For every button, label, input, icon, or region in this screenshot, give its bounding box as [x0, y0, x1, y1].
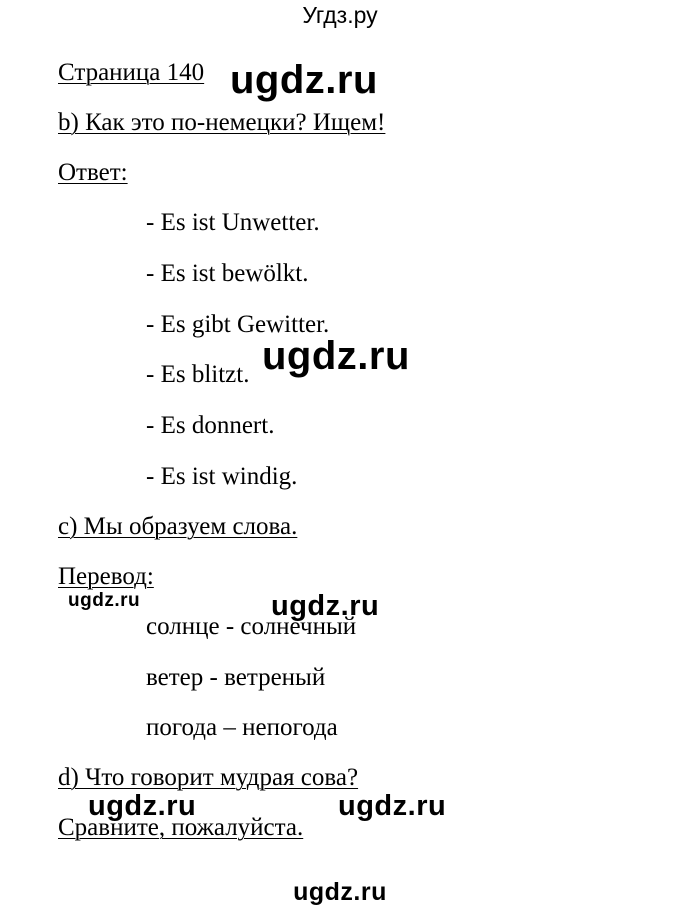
watermark-small-left: ugdz.ru: [68, 590, 141, 611]
translation-line: ветер - ветреный: [146, 664, 326, 691]
task-d-heading: d) Что говорит мудрая сова?: [58, 764, 359, 791]
watermark-center-right: ugdz.ru: [271, 590, 380, 622]
translation-line: солнце - солнечный: [146, 613, 357, 640]
task-d-subheading: Сравните, пожалуйста.: [58, 814, 304, 841]
answer-line: - Es gibt Gewitter.: [146, 311, 330, 338]
watermark-bottom-right: ugdz.ru: [338, 790, 447, 822]
task-b-heading: b) Как это по-немецки? Ищем!: [58, 109, 386, 136]
task-c-heading: c) Мы образуем слова.: [58, 513, 298, 540]
translation-label: Перевод:: [58, 563, 154, 590]
answer-line: - Es ist bewölkt.: [146, 260, 309, 287]
answer-line: - Es blitzt.: [146, 361, 250, 388]
translation-line: погода – непогода: [146, 714, 338, 741]
watermark-middle: ugdz.ru: [262, 334, 410, 378]
watermark-footer: ugdz.ru: [293, 878, 387, 906]
answer-line: - Es ist windig.: [146, 463, 298, 490]
answer-label: Ответ:: [58, 159, 128, 186]
watermark-top: ugdz.ru: [230, 58, 378, 102]
answer-line: - Es donnert.: [146, 412, 275, 439]
site-header-title: Угдз.ру: [302, 2, 378, 28]
watermark-bottom-left: ugdz.ru: [88, 790, 197, 822]
answer-line: - Es ist Unwetter.: [146, 209, 320, 236]
page-heading: Страница 140: [58, 59, 205, 86]
